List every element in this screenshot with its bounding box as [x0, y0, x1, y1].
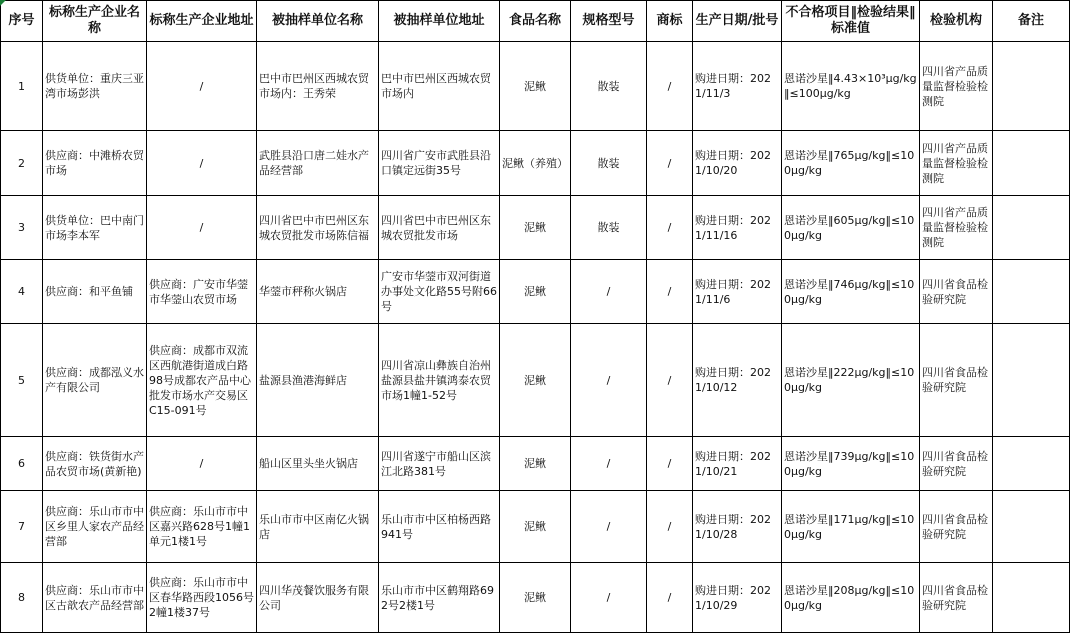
- cell-sampled-unit-name[interactable]: 四川华茂餐饮服务有限公司: [257, 563, 379, 633]
- cell-brand[interactable]: /: [647, 260, 693, 324]
- header-cell[interactable]: 生产日期/批号: [693, 1, 782, 42]
- cell-remark[interactable]: [993, 42, 1070, 131]
- cell-remark[interactable]: [993, 324, 1070, 437]
- header-row: [1, 1, 1070, 42]
- cell-date[interactable]: 购进日期：2021/10/21: [693, 437, 782, 491]
- cell-sampled-unit-name[interactable]: 船山区里头坐火锅店: [257, 437, 379, 491]
- cell-producer-name[interactable]: 供货单位：重庆三亚湾市场彭洪: [43, 42, 147, 131]
- cell-index[interactable]: 8: [1, 563, 43, 633]
- table-row: [1, 42, 1070, 131]
- cell-inspection-agency[interactable]: 四川省食品检验研究院: [920, 437, 993, 491]
- cell-inspection-agency[interactable]: 四川省食品检验研究院: [920, 491, 993, 563]
- cell-failed-item[interactable]: 恩诺沙星‖746μg/kg‖≤100μg/kg: [782, 260, 920, 324]
- cell-sampled-unit-address[interactable]: 巴中市巴州区西城农贸市场内: [379, 42, 500, 131]
- cell-food-name[interactable]: 泥鳅: [500, 42, 571, 131]
- cell-failed-item[interactable]: 恩诺沙星‖208μg/kg‖≤100μg/kg: [782, 563, 920, 633]
- cell-index[interactable]: 5: [1, 324, 43, 437]
- cell-sampled-unit-address[interactable]: 四川省遂宁市船山区滨江北路381号: [379, 437, 500, 491]
- cell-brand[interactable]: /: [647, 491, 693, 563]
- table-row: [1, 491, 1070, 563]
- cell-sampled-unit-address[interactable]: 四川省广安市武胜县沿口镇定远街35号: [379, 131, 500, 196]
- cell-index[interactable]: 6: [1, 437, 43, 491]
- cell-sampled-unit-name[interactable]: 华蓥市秤称火锅店: [257, 260, 379, 324]
- cell-producer-name[interactable]: 供货单位：巴中南门市场李本军: [43, 196, 147, 260]
- cell-food-name[interactable]: 泥鳅: [500, 491, 571, 563]
- cell-date[interactable]: 购进日期：2021/10/29: [693, 563, 782, 633]
- cell-spec[interactable]: /: [571, 491, 647, 563]
- cell-producer-address[interactable]: /: [147, 437, 257, 491]
- header-cell[interactable]: 序号: [1, 1, 43, 42]
- cell-sampled-unit-address[interactable]: 乐山市市中区鹤翔路692号2楼1号: [379, 563, 500, 633]
- header-cell[interactable]: 不合格项目‖检验结果‖标准值: [782, 1, 920, 42]
- cell-date[interactable]: 购进日期：2021/11/6: [693, 260, 782, 324]
- cell-sampled-unit-name[interactable]: 武胜县沿口唐二娃水产品经营部: [257, 131, 379, 196]
- cell-spec[interactable]: /: [571, 260, 647, 324]
- cell-inspection-agency[interactable]: 四川省食品检验研究院: [920, 563, 993, 633]
- cell-inspection-agency[interactable]: 四川省产品质量监督检验检测院: [920, 131, 993, 196]
- cell-sampled-unit-name[interactable]: 巴中市巴州区西城农贸市场内：王秀荣: [257, 42, 379, 131]
- cell-sampled-unit-address[interactable]: 四川省巴中市巴州区东城农贸批发市场: [379, 196, 500, 260]
- cell-spec[interactable]: 散装: [571, 131, 647, 196]
- cell-producer-name[interactable]: 供应商：成都泓义水产有限公司: [43, 324, 147, 437]
- cell-failed-item[interactable]: 恩诺沙星‖605μg/kg‖≤100μg/kg: [782, 196, 920, 260]
- cell-index[interactable]: 4: [1, 260, 43, 324]
- cell-date[interactable]: 购进日期：2021/11/16: [693, 196, 782, 260]
- cell-producer-address[interactable]: /: [147, 42, 257, 131]
- cell-brand[interactable]: /: [647, 563, 693, 633]
- cell-food-name[interactable]: 泥鳅: [500, 563, 571, 633]
- cell-brand[interactable]: /: [647, 131, 693, 196]
- cell-remark[interactable]: [993, 437, 1070, 491]
- cell-failed-item[interactable]: 恩诺沙星‖171μg/kg‖≤100μg/kg: [782, 491, 920, 563]
- cell-remark[interactable]: [993, 491, 1070, 563]
- cell-date[interactable]: 购进日期：2021/10/12: [693, 324, 782, 437]
- cell-producer-address[interactable]: 供应商：乐山市市中区春华路西段1056号2幢1楼37号: [147, 563, 257, 633]
- cell-date[interactable]: 购进日期：2021/10/20: [693, 131, 782, 196]
- cell-spec[interactable]: /: [571, 437, 647, 491]
- cell-producer-name[interactable]: 供应商：铁货街水产品农贸市场(黄新艳): [43, 437, 147, 491]
- cell-date[interactable]: 购进日期：2021/11/3: [693, 42, 782, 131]
- cell-inspection-agency[interactable]: 四川省食品检验研究院: [920, 324, 993, 437]
- cell-sampled-unit-address[interactable]: 广安市华蓥市双河街道办事处文化路55号附66号: [379, 260, 500, 324]
- cell-failed-item[interactable]: 恩诺沙星‖739μg/kg‖≤100μg/kg: [782, 437, 920, 491]
- cell-spec[interactable]: 散装: [571, 196, 647, 260]
- cell-sampled-unit-address[interactable]: 四川省凉山彝族自治州盐源县盐井镇鸿泰农贸市场1幢1-52号: [379, 324, 500, 437]
- cell-food-name[interactable]: 泥鳅（养殖）: [500, 131, 571, 196]
- cell-producer-address[interactable]: 供应商：广安市华蓥市华蓥山农贸市场: [147, 260, 257, 324]
- cell-index[interactable]: 2: [1, 131, 43, 196]
- cell-remark[interactable]: [993, 563, 1070, 633]
- header-cell[interactable]: 标称生产企业名称: [43, 1, 147, 42]
- table-row: [1, 324, 1070, 437]
- cell-remark[interactable]: [993, 196, 1070, 260]
- cell-remark[interactable]: [993, 260, 1070, 324]
- table-row: [1, 260, 1070, 324]
- cell-producer-name[interactable]: 供应商：中滩桥农贸市场: [43, 131, 147, 196]
- cell-brand[interactable]: /: [647, 196, 693, 260]
- header-cell[interactable]: 被抽样单位地址: [379, 1, 500, 42]
- cell-food-name[interactable]: 泥鳅: [500, 260, 571, 324]
- header-cell[interactable]: 商标: [647, 1, 693, 42]
- cell-producer-name[interactable]: 供应商：乐山市市中区古歆农产品经营部: [43, 563, 147, 633]
- cell-producer-address[interactable]: 供应商：成都市双流区西航港街道成白路98号成都农产品中心批发市场水产交易区C15-091号: [147, 324, 257, 437]
- header-cell[interactable]: 备注: [993, 1, 1070, 42]
- cell-food-name[interactable]: 泥鳅: [500, 437, 571, 491]
- cell-sampled-unit-name[interactable]: 乐山市市中区南亿火锅店: [257, 491, 379, 563]
- header-cell[interactable]: 标称生产企业地址: [147, 1, 257, 42]
- cell-date[interactable]: 购进日期：2021/10/28: [693, 491, 782, 563]
- cell-spec[interactable]: /: [571, 324, 647, 437]
- cell-spec[interactable]: /: [571, 563, 647, 633]
- cell-sampled-unit-name[interactable]: 四川省巴中市巴州区东城农贸批发市场陈信福: [257, 196, 379, 260]
- cell-producer-address[interactable]: /: [147, 131, 257, 196]
- header-cell[interactable]: 规格型号: [571, 1, 647, 42]
- cell-inspection-agency[interactable]: 四川省产品质量监督检验检测院: [920, 42, 993, 131]
- cell-brand[interactable]: /: [647, 437, 693, 491]
- table-row: [1, 437, 1070, 491]
- cell-index[interactable]: 1: [1, 42, 43, 131]
- table-row: [1, 131, 1070, 196]
- cell-brand[interactable]: /: [647, 42, 693, 131]
- cell-remark[interactable]: [993, 131, 1070, 196]
- cell-sampled-unit-name[interactable]: 盐源县渔港海鲜店: [257, 324, 379, 437]
- cell-index[interactable]: 7: [1, 491, 43, 563]
- cell-producer-address[interactable]: 供应商：乐山市市中区嘉兴路628号1幢1单元1楼1号: [147, 491, 257, 563]
- cell-spec[interactable]: 散装: [571, 42, 647, 131]
- header-cell[interactable]: 检验机构: [920, 1, 993, 42]
- cell-food-name[interactable]: 泥鳅: [500, 324, 571, 437]
- cell-index[interactable]: 3: [1, 196, 43, 260]
- header-cell[interactable]: 被抽样单位名称: [257, 1, 379, 42]
- cell-brand[interactable]: /: [647, 324, 693, 437]
- table-row: [1, 563, 1070, 633]
- cell-producer-name[interactable]: 供应商：和平鱼铺: [43, 260, 147, 324]
- cell-corner-marker: [0, 0, 6, 6]
- cell-producer-name[interactable]: 供应商：乐山市市中区乡里人家农产品经营部: [43, 491, 147, 563]
- table-row: [1, 196, 1070, 260]
- cell-food-name[interactable]: 泥鳅: [500, 196, 571, 260]
- cell-sampled-unit-address[interactable]: 乐山市市中区柏杨西路941号: [379, 491, 500, 563]
- header-cell[interactable]: 食品名称: [500, 1, 571, 42]
- cell-failed-item[interactable]: 恩诺沙星‖765μg/kg‖≤100μg/kg: [782, 131, 920, 196]
- cell-failed-item[interactable]: 恩诺沙星‖222μg/kg‖≤100μg/kg: [782, 324, 920, 437]
- cell-producer-address[interactable]: /: [147, 196, 257, 260]
- cell-failed-item[interactable]: 恩诺沙星‖4.43×10³μg/kg‖≤100μg/kg: [782, 42, 920, 131]
- cell-inspection-agency[interactable]: 四川省产品质量监督检验检测院: [920, 196, 993, 260]
- cell-inspection-agency[interactable]: 四川省食品检验研究院: [920, 260, 993, 324]
